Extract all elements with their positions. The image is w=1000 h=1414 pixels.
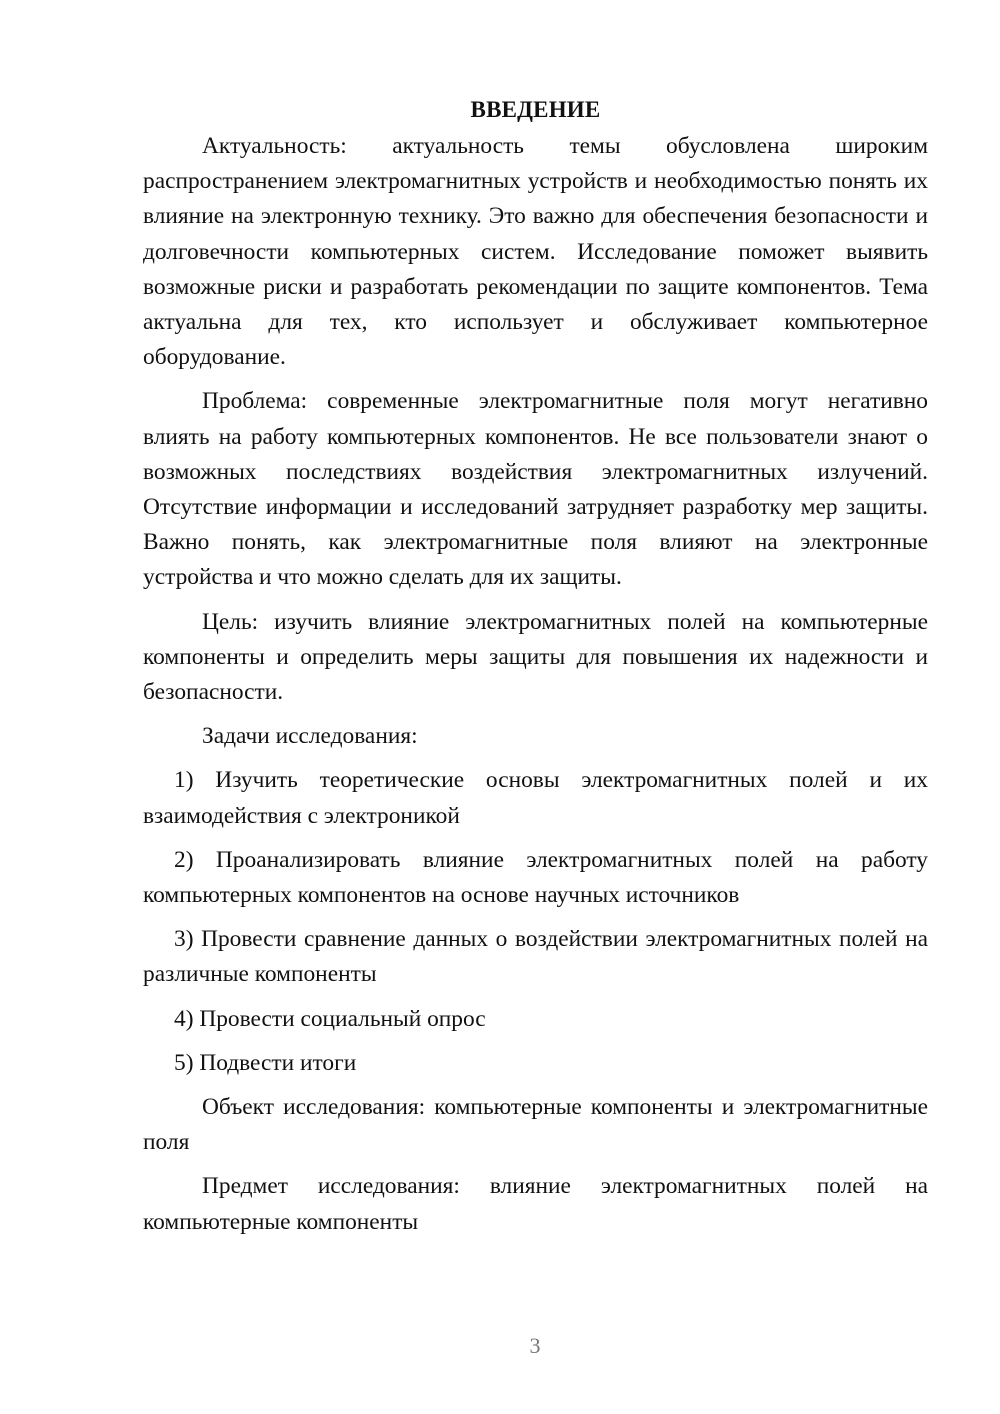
page-number: 3 bbox=[529, 1333, 541, 1358]
problem-paragraph: Проблема: современные электромагнитные поля могут негативно влиять на работу компьютерных компонентов. Не все пользователи знают о возможных последствиях воздействия электромагнитных излучений. Отсутствие информации и исследований затрудняет разработку мер защиты. Важно понять, как электромагнитные поля влияют на электронные устройства и что можно сделать для их защиты. bbox=[143, 388, 928, 591]
task-item: 5) Подвести итоги bbox=[174, 1049, 357, 1076]
tasks-list bbox=[143, 763, 928, 1081]
task-item: 1) Изучить теоретические основы электромагнитных полей и их взаимодействия с электроникой bbox=[143, 767, 928, 829]
relevance-paragraph: Актуальность: актуальность темы обусловлена широким распространением электромагнитных устройств и необходимостью понять их влияние на электронную технику. Это важно для обеспечения безопасности и долговечности компьютерных систем. Исследование поможет выявить возможные риски и разработать рекомендации по защите компонентов. Тема актуальна для тех, кто использует и обслуживает компьютерное оборудование. bbox=[143, 133, 928, 371]
section-heading: ВВЕДЕНИЕ bbox=[470, 97, 601, 122]
tasks-heading: Задачи исследования: bbox=[202, 723, 418, 750]
task-item: 3) Провести сравнение данных о воздействии электромагнитных полей на различные компоненты bbox=[143, 926, 928, 988]
goal-paragraph: Цель: изучить влияние электромагнитных полей на компьютерные компоненты и определить меры защиты для повышения их надежности и безопасности. bbox=[143, 608, 928, 706]
object-paragraph: Объект исследования: компьютерные компоненты и электромагнитные поля bbox=[143, 1094, 928, 1156]
subject-paragraph: Предмет исследования: влияние электромагнитных полей на компьютерные компоненты bbox=[143, 1173, 928, 1235]
task-item: 4) Провести социальный опрос bbox=[174, 1005, 486, 1032]
page-content bbox=[143, 92, 928, 1249]
task-item: 2) Проанализировать влияние электромагнитных полей на работу компьютерных компонентов на основе научных источников bbox=[143, 846, 928, 909]
